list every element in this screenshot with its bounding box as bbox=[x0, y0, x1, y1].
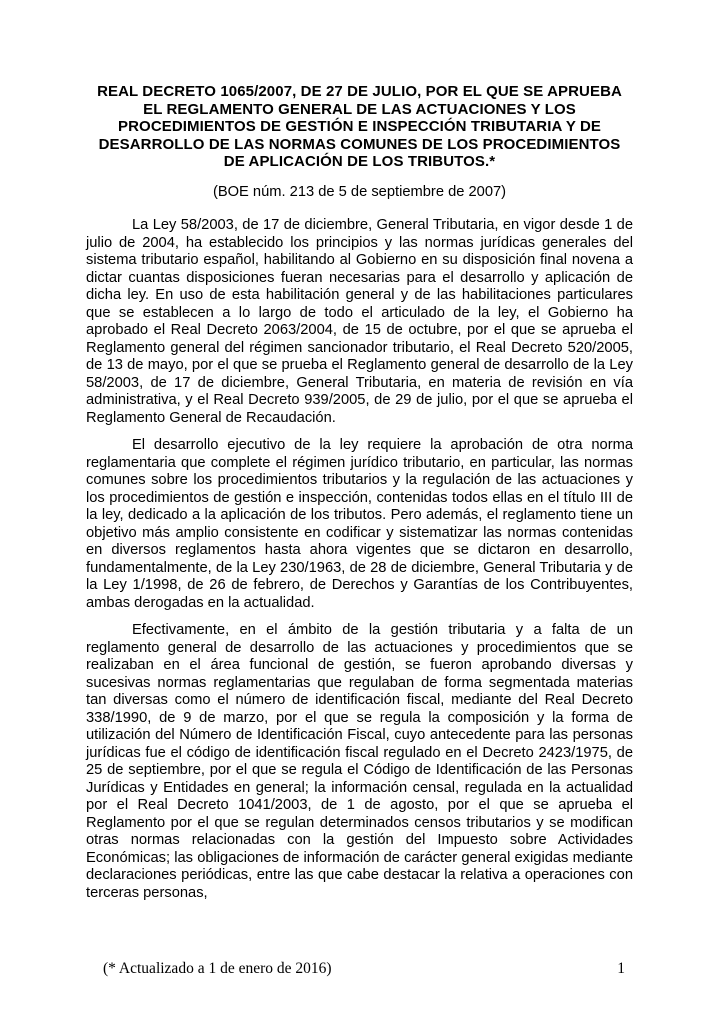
document-title-line: PROCEDIMIENTOS DE GESTIÓN E INSPECCIÓN TRIBUTARIA Y DE bbox=[118, 118, 601, 136]
document-body bbox=[86, 217, 633, 902]
update-footnote: (* Actualizado a 1 de enero de 2016) bbox=[103, 960, 332, 977]
page-footer bbox=[86, 959, 633, 978]
document-title-line: REAL DECRETO 1065/2007, DE 27 DE JULIO, POR EL QUE SE APRUEBA bbox=[97, 83, 622, 100]
paragraph: La Ley 58/2003, de 17 de diciembre, General Tributaria, en vigor desde 1 de julio de 2004, ha establecido los principios y las normas jurídicas generales del sistema tributario español, habilitando al Gobierno en su disposición final novena a dictar cuantas disposiciones fueran necesarias para el desarrollo y aplicación de dicha ley. En uso de esta habilitación general y de las habilitaciones particulares que se establecen a lo largo de todo el articulado de la ley, el Gobierno ha aprobado el Real Decreto 2063/2004, de 15 de octubre, por el que se aprueba el Reglamento general del régimen sancionador tributario, el Real Decreto 520/2005, de 13 de mayo, por el que se prueba el Reglamento general de desarrollo de la Ley 58/2003, de 17 de diciembre, General Tributaria, en materia de revisión en vía administrativa, y el Real Decreto 939/2005, de 29 de julio, por el que se aprueba el Reglamento General de Recaudación. bbox=[86, 217, 633, 426]
document-title bbox=[86, 83, 633, 171]
page-number: 1 bbox=[617, 960, 625, 977]
document-content bbox=[86, 83, 633, 902]
paragraph: Efectivamente, en el ámbito de la gestión tributaria y a falta de un reglamento general de desarrollo de las actuaciones y procedimientos que se realizaban en el área funcional de gestión, se fueron aprobando diversas y sucesivas normas reglamentarias que regulaban de forma segmentada materias tan diversas como el número de identificación fiscal, mediante del Real Decreto 338/1990, de 9 de marzo, por el que se regula la composición y la forma de utilización del Número de Identificación Fiscal, cuyo antecedente para las personas jurídicas fue el código de identificación fiscal regulado en el Decreto 2423/1975, de 25 de septiembre, por el que se regula el Código de Identificación de las Personas Jurídicas y Entidades en general; la información censal, regulada en la actualidad por el Real Decreto 1041/2003, de 1 de agosto, por el que se aprueba el Reglamento por el que se regulan determinados censos tributarios y se modifican otras normas relacionadas con la gestión del Impuesto sobre Actividades Económicas; las obligaciones de información de carácter general exigidas mediante declaraciones periódicas, entre las que cabe destacar la relativa a operaciones con terceras personas, bbox=[86, 622, 633, 901]
document-title-line: EL REGLAMENTO GENERAL DE LAS ACTUACIONES Y LOS bbox=[143, 100, 576, 118]
document-title-line: DE APLICACIÓN DE LOS TRIBUTOS.* bbox=[223, 153, 496, 171]
paragraph: El desarrollo ejecutivo de la ley requiere la aprobación de otra norma reglamentaria que complete el régimen jurídico tributario, en particular, las normas comunes sobre los procedimientos tributarios y la regulación de las actuaciones y los procedimientos de gestión e inspección, contenidas todos ellas en el título III de la ley, dedicado a la aplicación de los tributos. Pero además, el reglamento tiene un objetivo más amplio consistente en codificar y sistematizar las normas contenidas en diversos reglamentos hasta ahora vigentes que se dictaron en desarrollo, fundamentalmente, de la Ley 230/1963, de 28 de diciembre, General Tributaria y de la Ley 1/1998, de 26 de febrero, de Derechos y Garantías de los Contribuyentes, ambas derogadas en la actualidad. bbox=[86, 437, 633, 611]
document-title-line: DESARROLLO DE LAS NORMAS COMUNES DE LOS PROCEDIMIENTOS bbox=[98, 135, 621, 153]
boe-reference: (BOE núm. 213 de 5 de septiembre de 2007) bbox=[212, 183, 507, 200]
